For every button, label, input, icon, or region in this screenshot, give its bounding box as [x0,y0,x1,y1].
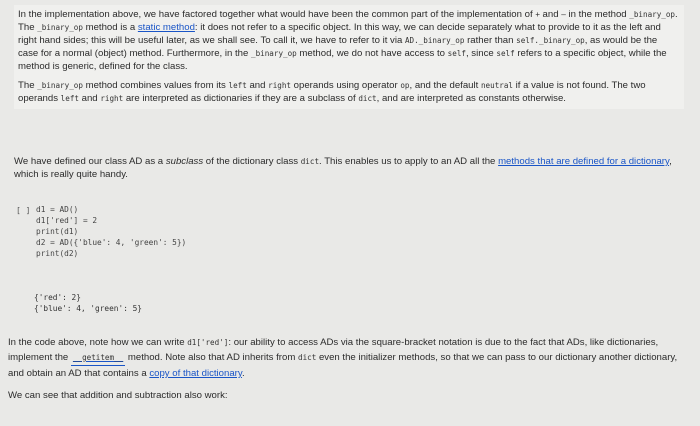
inline-code: dict [300,157,320,166]
inline-code: AD._binary_op [404,36,465,45]
inline-code: dict [358,94,377,103]
text: : our ability to access ADs via the square-bracket notation is due to the fact that ADs, like dictionaries, implement the [8,337,659,363]
cell-output: {'red': 2} {'blue': 4, 'green': 5} [34,293,142,313]
inline-code: left [228,81,247,90]
inline-code: self._binary_op [516,36,585,45]
text: and [78,93,101,104]
code-cell[interactable] [14,204,686,272]
text: We have defined our class AD as a [14,156,166,167]
text: of the dictionary class [203,156,301,167]
paragraph-binary-op [18,8,680,73]
inline-code: __getitem__ [72,353,124,362]
inline-code: left [60,94,79,103]
text: , since [465,48,497,59]
text: method is a [82,22,138,33]
inline-code: dict [298,353,317,362]
text: . The [18,9,678,33]
static-method-link[interactable]: static method [137,22,195,33]
text: and [539,9,562,20]
text: In the code above, note how we can write [8,337,188,348]
inline-code: _binary_op [37,81,83,90]
text: if a value is not found. The two operands [18,80,646,104]
inline-code: neutral [480,81,513,90]
inline-code: _binary_op [37,23,83,32]
paragraph-subclass [14,155,684,181]
markdown-cell-subclass [14,155,684,181]
text: refers to a specific object, while the method is generic, defined for the class. [18,48,667,72]
text: method combines values from its [82,80,229,91]
run-cell-button[interactable]: [ ] [16,206,31,215]
text: , and the default [409,80,481,91]
inline-code: self [447,49,466,58]
text: The [18,80,38,91]
inline-code: d1['red'] [187,338,229,347]
inline-code: self [496,49,515,58]
dict-methods-link[interactable]: methods that are defined for a dictionary [498,156,670,167]
text: method. Note also that AD inherits from [125,352,298,363]
text: are interpreted as dictionaries if they are a subclass of [123,93,359,104]
inline-code: + [535,10,540,19]
paragraph-getitem [8,335,688,381]
getitem-link[interactable] [71,350,125,366]
text: operands using operator [291,80,401,91]
copy-dictionary-link[interactable]: copy of that dictionary [149,368,242,379]
paragraph-addition: We can see that addition and subtraction also work: [8,390,228,401]
markdown-cell-explanation [14,5,684,109]
text: in the method [565,9,630,20]
inline-code: _binary_op [251,49,297,58]
inline-code: right [268,81,291,90]
text: , which is really quite handy. [14,156,672,180]
inline-code: right [100,94,124,103]
text: and [246,80,269,91]
text: : it does not refer to a specific object. In this way, we can decide separately what to provide to it as the left and right hand sides; this will be useful later, as we shall see. To call it, we have to refer to it via [18,22,661,46]
inline-code: _binary_op [629,10,675,19]
text: , and are interpreted as constants otherwise. [376,93,566,104]
text: In the implementation above, we have factored together what would have been the common part of the implementation of [18,9,536,20]
text: . [241,368,245,379]
text: method, we do not have access to [296,48,448,59]
paragraph-operands [18,79,680,105]
text: , as would be the case for a normal (object) method. Furthermore, in the [18,35,658,59]
code-editor[interactable]: d1 = AD() d1['red'] = 2 print(d1) d2 = AD({'blue': 4, 'green': 5}) print(d2) [36,205,187,258]
markdown-cell-getitem [8,335,688,403]
text: rather than [464,35,517,46]
text: even the initializer methods, so that we can pass to our dictionary another dictionary, and obtain an AD that contains a [8,352,678,379]
text: . This enables us to apply to an AD all the [319,156,499,167]
emphasis: subclass [165,156,204,167]
inline-code: op [400,81,410,90]
inline-code: – [561,10,566,19]
